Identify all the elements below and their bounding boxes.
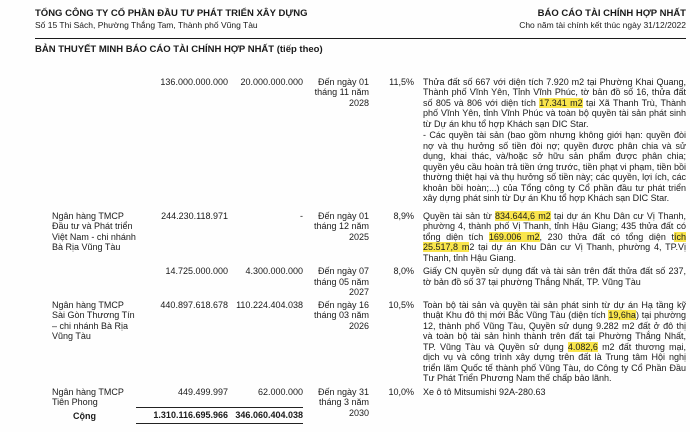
description-text: 2 tại dự án Khu Dân cư Vị Thanh, phường 4, TP.Vị Thanh, tỉnh Hậu Giang. — [423, 242, 686, 263]
bank-name-cell: Ngân hàng TMCP Tiên Phong — [52, 386, 124, 407]
amount-2-cell: 20.000.000.000 — [240, 76, 303, 87]
bank-name-cell — [35, 77, 136, 205]
description-paragraph — [423, 387, 686, 398]
maturity-date-cell: Đến ngày 01 tháng 12 năm 2025 — [313, 210, 369, 242]
collateral-description-cell — [414, 211, 686, 265]
description-paragraph — [423, 211, 686, 264]
interest-rate-cell: 11,5% — [389, 76, 414, 87]
total-amounts — [136, 407, 303, 424]
interest-rate-cell: 8,9% — [393, 210, 414, 221]
report-title: BÁO CÁO TÀI CHÍNH HỢP NHẤT — [537, 8, 686, 19]
bank-name-cell: Ngân hàng TMCP Sài Gòn Thương Tín – chi nhánh Bà Rịa Vũng Tàu — [52, 299, 135, 341]
report-period: Cho năm tài chính kết thúc ngày 31/12/2022 — [519, 20, 686, 30]
amount-1-cell: 14.725.000.000 — [165, 266, 228, 276]
maturity-date-cell: Đến ngày 01 tháng 11 năm 2028 — [314, 76, 369, 108]
description-paragraph — [423, 300, 686, 384]
description-text: ) tại phường 12, thành phố Vũng Tàu, Quyền sử dụng 9.282 m2 đất ở đô thị và toàn bộ tài sản hình thành trên đất tại Phường Thắng Nhất, TP. Vũng Tàu và Quyền sử dụng — [423, 310, 687, 352]
description-paragraph — [423, 266, 686, 287]
description-text: Xe ô tô Mitsumishi 92A-280.63 — [423, 386, 546, 397]
description-text: Giấy CN quyền sử dụng đất và tài sản trên đất thửa đất số 237, tờ bản đồ số 37 tại phường Thắng Nhất, TP. Vũng Tàu — [423, 266, 686, 287]
interest-rate-cell: 8,0% — [393, 266, 414, 276]
company-name: TỔNG CÔNG TY CỔ PHẦN ĐẦU TƯ PHÁT TRIỂN XÂY DỰNG — [35, 8, 308, 19]
table-row — [35, 211, 686, 265]
total-label: Cộng — [73, 411, 96, 421]
highlighted-value: 17.341 m2 — [539, 97, 583, 108]
description-text: Toàn bộ tài sản và quyền tài sản phát sinh từ dự án Hạ tầng kỹ thuật Khu đô thị mới Bắc Vũng Tàu (diện tích — [423, 299, 686, 320]
total-amount-1: 1.310.116.695.966 — [153, 410, 228, 420]
section-title: BẢN THUYẾT MINH BÁO CÁO TÀI CHÍNH HỢP NHẤT (tiếp theo) — [35, 44, 323, 55]
highlighted-value: 169.006 m2 — [488, 231, 540, 242]
description-text: - Các quyền tài sản (bao gồm nhưng không giới hạn: quyền đòi nợ và thụ hưởng số tiền đòi nợ; quyền được phân chia và sử dụng, khai thác, và/hoặc sở hữu sản phẩm được phân chia; quyền yêu cầu hoàn trả tiền ứng trước, tiền phạt vi phạm, tiền bồi thường thiệt hại và thụ hưởng số tiền này; các quyền, lợi ích, các khoản bồi hoàn;...) của Tổng công ty Cổ phần đầu tư phát triển xây dựng phát sinh từ Dự án Khu tổ hợp Khách sạn DIC Star. — [423, 130, 686, 203]
description-text: tại Xã Thanh Trù, Thành phố Vĩnh Yên, tỉnh Vĩnh Phúc và toàn bộ quyền tài sản phát sinh từ Dự án khu tổ hợp Khách sạn DIC Star. — [423, 97, 686, 129]
description-paragraph — [423, 130, 686, 204]
collateral-description-cell — [414, 77, 686, 205]
interest-rate-cell: 10,0% — [388, 386, 414, 397]
interest-rate-cell: 10,5% — [388, 299, 414, 310]
description-text: tại dự án Khu Dân cư Vị Thanh, phường 4, thành phố Vị Thanh, tỉnh Hậu Giang; 435 thửa đất có tổng diện tích — [423, 210, 687, 242]
highlighted-value: ích 25.517,8 m — [423, 231, 686, 252]
maturity-date-cell: Đến ngày 16 tháng 03 năm 2026 — [313, 299, 369, 331]
description-text: , 230 thửa đất có tổng diện t — [539, 231, 674, 242]
company-address: Số 15 Thi Sách, Phường Thắng Tam, Thành phố Vũng Tàu — [35, 20, 258, 30]
table-row — [35, 300, 686, 385]
highlighted-value: 834.644,6 m2 — [494, 210, 551, 221]
header-right-block — [519, 8, 686, 31]
highlighted-value: 19,6ha — [608, 310, 636, 320]
highlighted-value: 4.082,6 — [567, 341, 598, 352]
bank-name-cell — [35, 266, 136, 298]
amount-2-cell: 62.000.000 — [257, 386, 303, 397]
header-divider — [35, 38, 686, 39]
description-text: m2 đất thương mại, dịch vụ và công trình xây dựng trên đất là Trung tâm Hội nghị triển lãm Quốc tế thành phố Vũng Tàu, do Công ty Cổ Phần Đầu Tư Phát Triển Phương Nam thế chấp bảo lãnh. — [423, 341, 686, 383]
bank-name-cell: Ngân hàng TMCP Đầu tư và Phát triển Việt Nam - chi nhánh Bà Rịa Vũng Tàu — [52, 210, 136, 252]
amount-2-cell: - — [300, 210, 303, 221]
amount-1-cell: 440.897.618.678 — [160, 299, 228, 310]
maturity-date-cell: Đến ngày 31 tháng 3 năm 2030 — [317, 386, 369, 418]
maturity-date-cell: Đến ngày 07 tháng 05 năm 2027 — [313, 266, 369, 297]
total-row-spacer — [303, 407, 686, 424]
description-paragraph — [423, 77, 686, 130]
amount-1-cell: 136.000.000.000 — [160, 76, 228, 87]
description-text: Quyền tài sản từ — [423, 210, 495, 221]
amount-1-cell: 449.499.997 — [177, 386, 228, 397]
total-amount-2: 346.060.404.038 — [235, 410, 303, 420]
table-row — [35, 77, 686, 205]
description-text: Thửa đất số 667 với diện tích 7.920 m2 tại Phường Khai Quang, Thành phố Vĩnh Yên, Tỉnh Vĩnh Phúc, tờ bản đồ số 16, thửa đất số 805 và 806 với diện tích — [423, 76, 686, 108]
collateral-table — [35, 77, 686, 419]
collateral-description-cell — [414, 300, 686, 385]
amount-2-cell: 4.300.000.000 — [245, 266, 303, 276]
table-row — [35, 266, 686, 298]
total-row — [35, 407, 686, 424]
amount-1-cell: 244.230.118.971 — [161, 210, 228, 221]
collateral-description-cell — [414, 266, 686, 298]
document-header — [35, 8, 686, 31]
amount-2-cell: 110.224.404.038 — [236, 299, 303, 310]
header-left-block — [35, 8, 307, 31]
